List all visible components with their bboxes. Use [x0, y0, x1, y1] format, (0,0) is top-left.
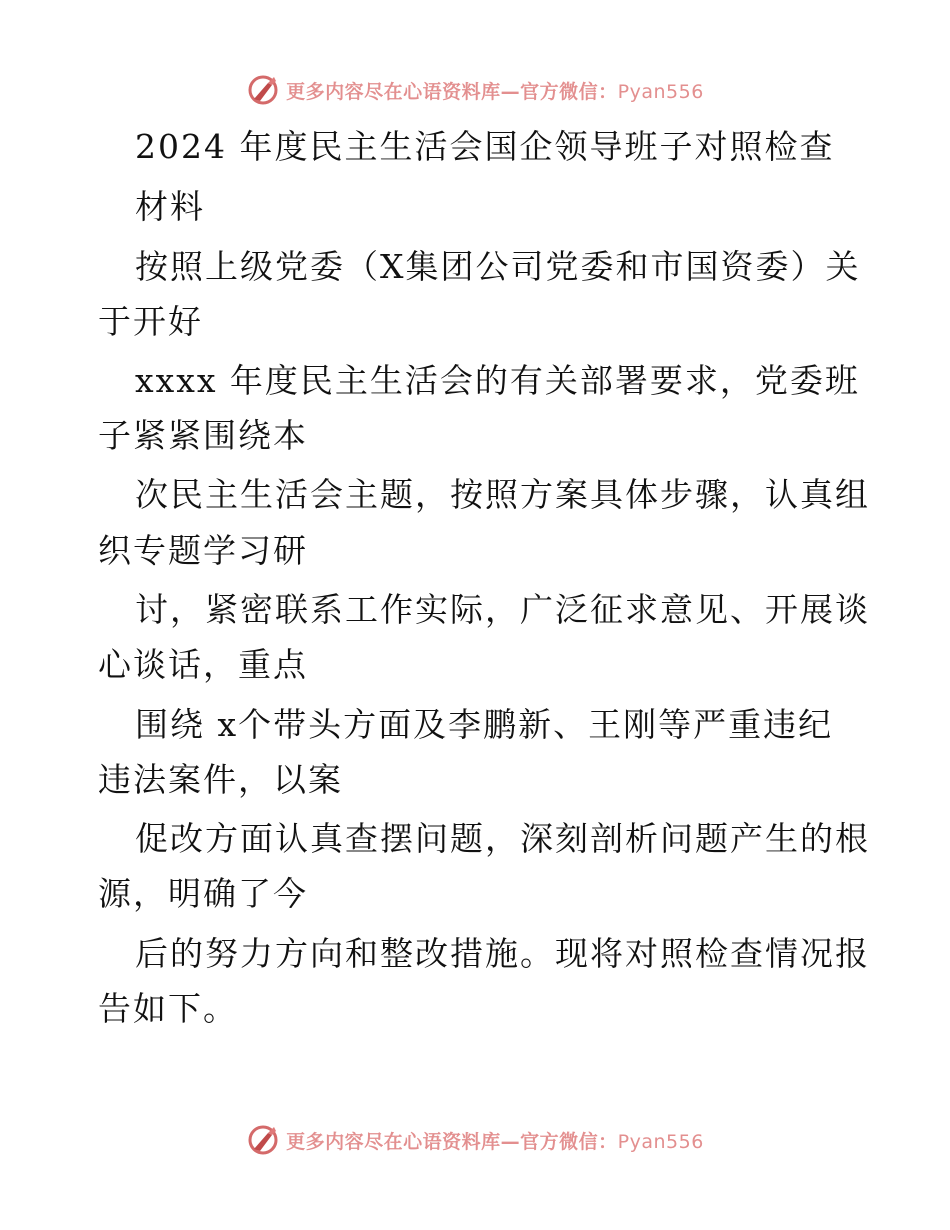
body-line: 围绕 x个带头方面及李鹏新、王刚等严重违纪	[135, 705, 834, 744]
body-line: 织专题学习研	[98, 531, 308, 570]
body-line: xxxx 年度民主生活会的有关部署要求，党委班	[135, 361, 860, 400]
body-line: 心谈话，重点	[98, 645, 308, 684]
body-line: 促改方面认真查摆问题，深刻剖析问题产生的根	[135, 819, 870, 858]
body-line: 按照上级党委（X集团公司党委和市国资委）关	[135, 247, 861, 286]
body-line: 告如下。	[98, 989, 238, 1028]
body-line: 违法案件，以案	[98, 760, 343, 799]
body-line: 次民主生活会主题，按照方案具体步骤，认真组	[135, 475, 870, 514]
watermark-text	[286, 1127, 704, 1154]
pen-nib-logo-icon	[246, 73, 280, 107]
body-line: 子紧紧围绕本	[98, 416, 308, 455]
pen-nib-logo-icon	[246, 1123, 280, 1157]
watermark-text-cn: 更多内容尽在心语资料库—官方微信：	[286, 80, 618, 103]
watermark-text-cn: 更多内容尽在心语资料库—官方微信：	[286, 1130, 618, 1153]
body-line: 后的努力方向和整改措施。现将对照检查情况报	[135, 934, 870, 973]
body-line: 讨，紧密联系工作实际，广泛征求意见、开展谈	[135, 590, 870, 629]
header-watermark	[0, 70, 950, 110]
document-title-line-2: 材料	[135, 187, 205, 226]
watermark-wechat-id: Pyan556	[617, 1130, 704, 1153]
body-line: 源，明确了今	[98, 874, 308, 913]
watermark-wechat-id: Pyan556	[617, 80, 704, 103]
watermark-text	[286, 77, 704, 104]
document-title-line-1: 2024 年度民主生活会国企领导班子对照检查	[135, 127, 835, 166]
footer-watermark	[0, 1120, 950, 1160]
body-line: 于开好	[98, 302, 203, 341]
